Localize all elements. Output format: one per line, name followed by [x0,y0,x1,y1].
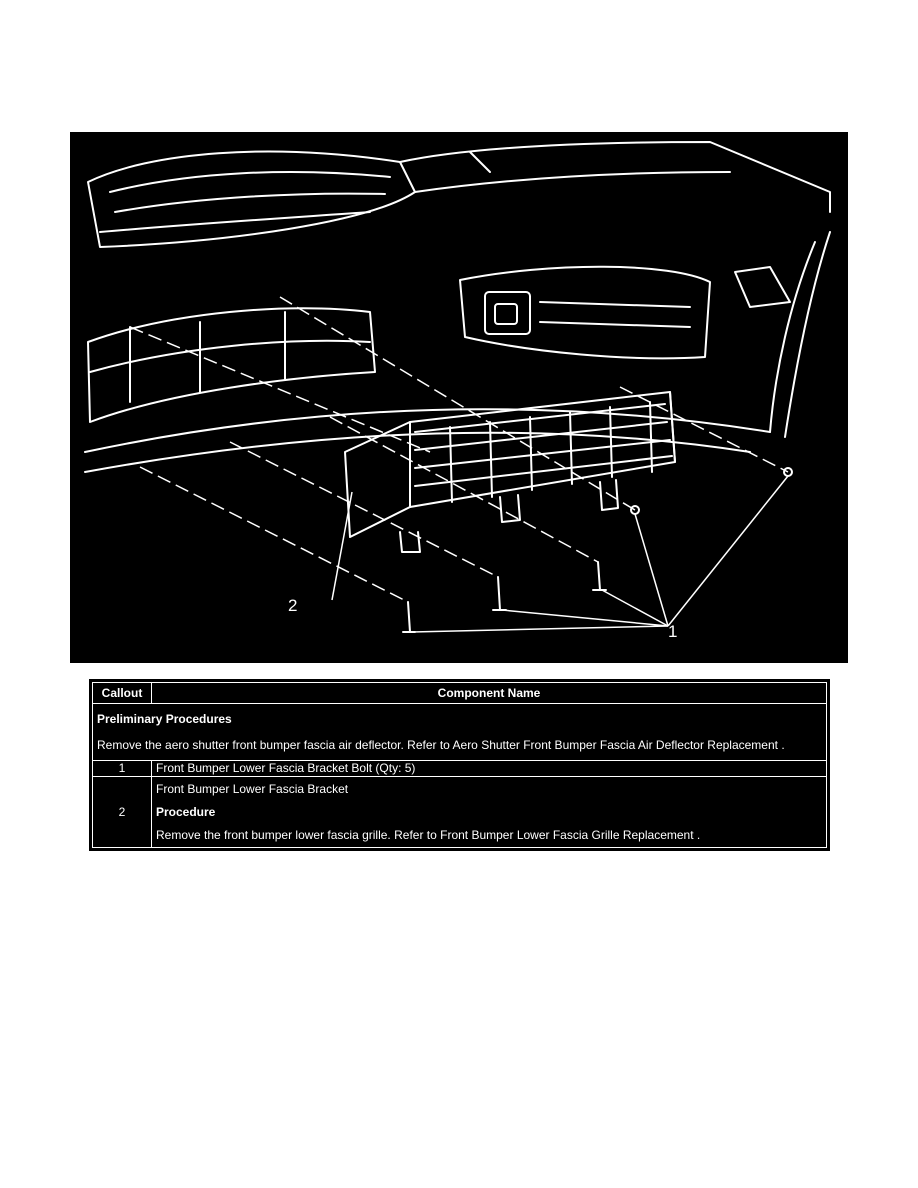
header-component-name: Component Name [152,683,827,704]
preliminary-row [93,704,827,761]
preliminary-heading: Preliminary Procedures [97,711,232,726]
component-name-cell: Front Bumper Lower Fascia Bracket Bolt (Qty: 5) [152,760,827,776]
preliminary-text: Remove the aero shutter front bumper fascia air deflector. Refer to Aero Shutter Front Bumper Fascia Air Deflector Replacement . [97,737,785,752]
callout-1-label: 1 [668,622,678,641]
table-row [93,760,827,776]
callout-cell: 1 [93,760,152,776]
bumper-bracket-illustration [70,132,848,663]
header-callout: Callout [93,683,152,704]
procedure-heading: Procedure [156,804,216,819]
exploded-view-drawing [70,132,848,663]
procedure-text: Remove the front bumper lower fascia grille. Refer to Front Bumper Lower Fascia Grille Replacement . [156,827,701,842]
callout-cell: 2 [93,776,152,847]
callout-2-label: 2 [288,596,298,615]
preliminary-cell [93,704,827,761]
component-name-cell [152,776,827,847]
table-row [93,776,827,847]
component-name: Front Bumper Lower Fascia Bracket [156,781,349,796]
component-table [89,679,830,851]
table-header-row [93,683,827,704]
